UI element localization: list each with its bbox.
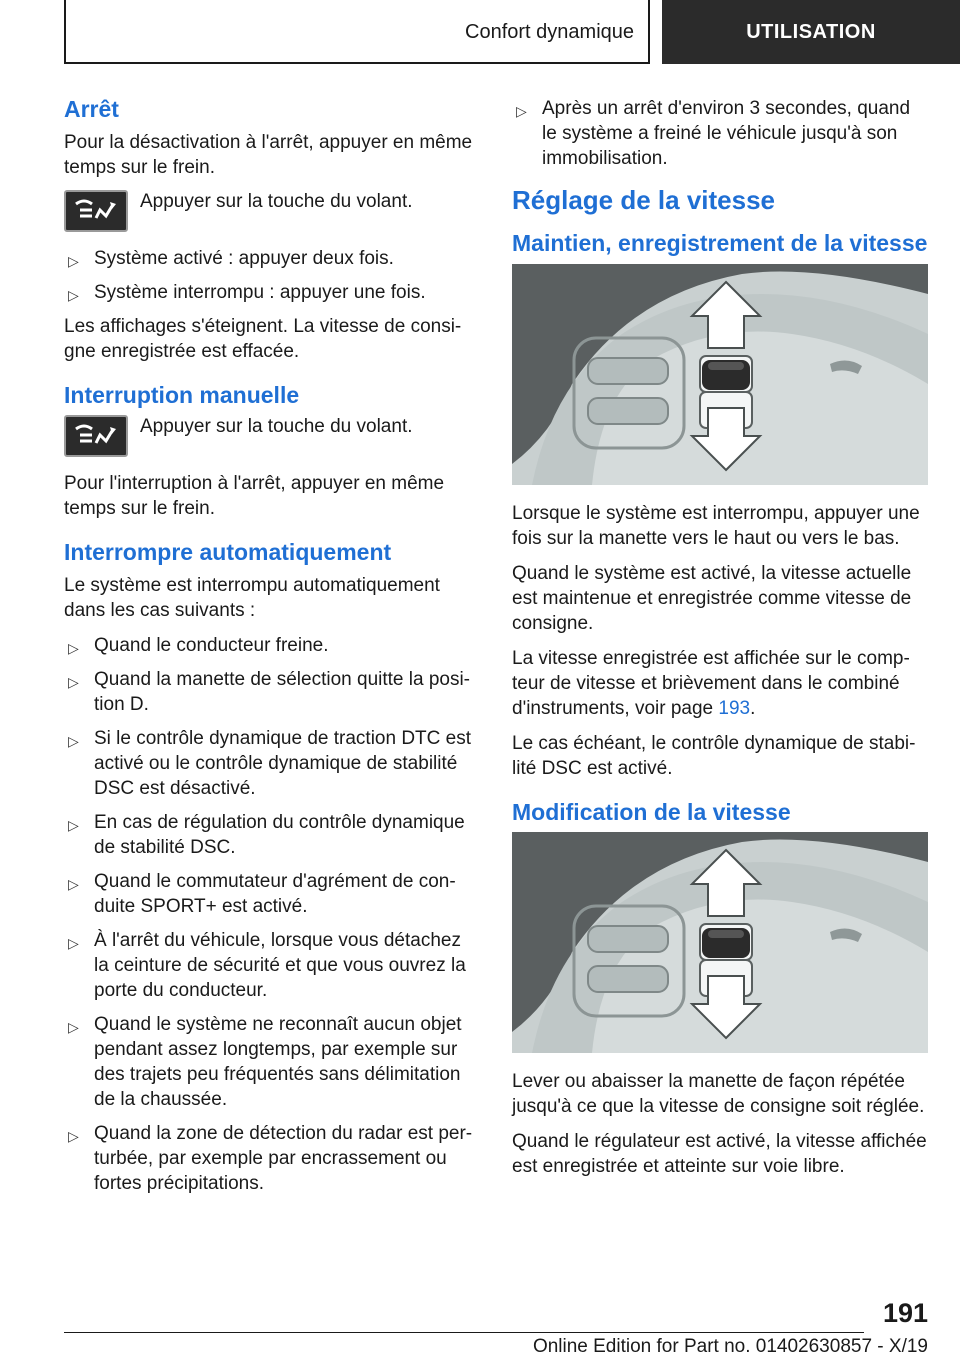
list-item: ▷ Quand la zone de détection du radar est per-turbée, par exemple par encrassement ou fortes précipitations. [68,1122,473,1194]
triangle-right-icon: ▷ [68,816,79,833]
steering-button-instruction [64,415,480,457]
triangle-right-icon: ▷ [516,103,527,119]
heading-maintien: Maintien, enregistrement de la vitesse [512,230,928,257]
triangle-right-icon: ▷ [68,1127,79,1144]
cruise-control-icon [64,190,128,232]
arret-icon-text: Appuyer sur la touche du volant. [140,190,413,212]
list-item: ▷ En cas de régulation du contrôle dynamique de stabilité DSC. [68,811,465,858]
chapter-tab: UTILISATION [662,0,960,64]
modif-paragraph-2: Quand le régulateur est activé, la vitesse affichée est enregistrée et atteinte sur voie libre. [512,1131,927,1178]
steering-wheel-lever-image [512,264,928,485]
maintien-paragraph-2: Quand le système est activé, la vitesse actuelle est maintenue et enregistrée comme vitesse de consigne. [512,562,912,634]
maintien-paragraph-4: Le cas échéant, le contrôle dynamique de stabi-lité DSC est activé. [512,732,916,779]
page-link[interactable]: 193 [718,697,751,719]
top-bullet-list [512,96,928,171]
arret-paragraph: Pour la désactivation à l'arrêt, appuyer en même temps sur le frein. [64,131,473,178]
heading-arret: Arrêt [64,96,119,122]
list-item: ▷ Quand la manette de sélection quitte la posi-tion D. [68,668,471,715]
list-item: ▷ Quand le conducteur freine. [64,633,480,658]
arret-bullet-list [64,246,480,305]
list-item: ▷ Quand le système ne reconnaît aucun objet pendant assez longtemps, par exemple sur des trajets peu fréquentés sans délimitation de la chaussée. [68,1013,462,1110]
triangle-right-icon: ▷ [68,1018,79,1035]
page-number: 191 [882,1298,928,1328]
left-column [64,96,480,1205]
triangle-right-icon: ▷ [68,252,79,269]
heading-interruption: Interruption manuelle [64,381,300,408]
right-column [512,96,928,1189]
list-item: ▷ Système interrompu : appuyer une fois. [64,280,480,305]
triangle-right-icon: ▷ [68,639,79,656]
page-header [0,0,960,66]
interruption-paragraph: Pour l'interruption à l'arrêt, appuyer en même temps sur le frein. [64,473,445,520]
maintien-paragraph-1: Lorsque le système est interrompu, appuyer une fois sur la manette vers le haut ou vers le bas. [512,502,920,549]
modif-paragraph-1: Lever ou abaisser la manette de façon répétée jusqu'à ce que la vitesse de consigne soit réglée. [512,1071,925,1118]
triangle-right-icon: ▷ [68,934,79,951]
section-title: Confort dynamique [465,20,634,43]
interruption-icon-text: Appuyer sur la touche du volant. [140,416,413,438]
auto-paragraph: Le système est interrompu automatiquement dans les cas suivants : [64,574,440,621]
triangle-right-icon: ▷ [68,732,79,749]
list-item: ▷ Après un arrêt d'environ 3 secondes, quand le système a freiné le véhicule jusqu'à son immobilisation. [516,98,911,169]
steering-wheel-lever-image [512,832,928,1053]
list-item: ▷ Si le contrôle dynamique de traction DTC est activé ou le contrôle dynamique de stabilité DSC est désactivé. [68,727,472,799]
triangle-right-icon: ▷ [68,875,79,892]
list-item: ▷ Système activé : appuyer deux fois. [64,246,480,271]
heading-reglage: Réglage de la vitesse [512,185,776,215]
heading-auto: Interrompre automatiquement [64,539,392,566]
auto-bullet-list [64,633,480,1196]
arret-paragraph-2: Les affichages s'éteignent. La vitesse de consi-gne enregistrée est effacée. [64,315,462,362]
list-item: ▷ Quand le commutateur d'agrément de con-duite SPORT+ est activé. [68,870,456,917]
triangle-right-icon: ▷ [68,673,79,690]
steering-button-instruction [64,190,480,232]
edition-footer: Online Edition for Part no. 01402630857 - X/19 [532,1336,928,1357]
cruise-control-icon [64,415,128,457]
list-item: ▷ À l'arrêt du véhicule, lorsque vous détachez la ceinture de sécurité et que vous ouvrez la porte du conducteur. [68,929,466,1001]
footer-divider [64,1332,864,1333]
triangle-right-icon: ▷ [68,286,79,303]
heading-modification: Modification de la vitesse [512,798,791,825]
maintien-paragraph-3: La vitesse enregistrée est affichée sur le comp-teur de vitesse et brièvement dans le combiné d'instruments, voir page 193. [512,647,910,719]
